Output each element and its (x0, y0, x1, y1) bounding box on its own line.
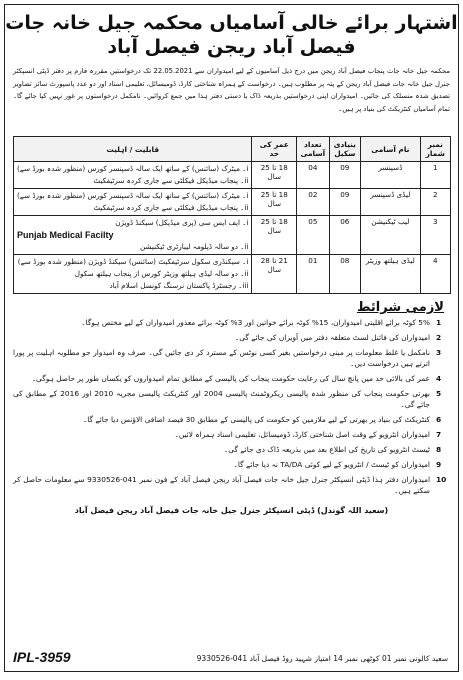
row-serial: 3 (420, 216, 450, 255)
row-post: ڈسپنسر (361, 162, 421, 189)
row-count: 02 (297, 189, 329, 216)
header-scale: بنیادی سکیل (329, 137, 361, 162)
job-advertisement (4, 4, 459, 672)
table-header-row (14, 137, 451, 162)
condition-number: 5 (436, 389, 442, 398)
condition-number: 8 (436, 445, 442, 454)
header-age: عمر کی حد (252, 137, 297, 162)
row-scale: 08 (329, 255, 361, 294)
row-age: 21 تا 28 سال (252, 255, 297, 294)
office-address: سعید کالونی نمبر 01 کوٹھی نمبر 14 امتیاز شہید روڈ فیصل آباد 041-9330526 (196, 654, 448, 663)
condition-item (13, 414, 450, 425)
qualification-line-latin: Punjab Medical Facilty (17, 230, 114, 240)
condition-item (13, 429, 450, 440)
condition-number: 3 (436, 348, 442, 357)
qualification-line: ii۔ دو سالہ لیڈی ہیلتھ وزیٹر کورس از پنجاب ہیلتھ سکول (74, 269, 249, 278)
condition-text: نامکمل یا غلط معلومات پر مبنی درخواستیں بغیر کسی نوٹس کے مسترد کر دی جائیں گی۔ صرف وہ امیدوار جو مطلوبہ اہلیت پر پورا اترتے ہیں درخواست دیں۔ (13, 348, 430, 368)
ad-intro: محکمہ جیل خانہ جات پنجاب فیصل آباد ریجن میں درج ذیل آسامیوں کے لیے امیدواران سے 22.05.2021 تک درخواستیں مقررہ فارم پر دفتر ڈپٹی انسپکٹر جنرل جیل خانہ جات فیصل آباد ریجن کے پتہ پر مطلوب ہیں۔ درخواست کے ہمراہ شناختی کارڈ، ڈومیسائل، تعلیمی اسناد اور دو عدد پاسپورٹ سائز تصاویر تصدیق شدہ منسلک کی جائیں۔ امیدواران اپنی درخواستیں بذریعہ ڈاک یا دستی دفتر ہذا میں جمع کروائیں۔ نامکمل درخواستوں پر غور نہیں کیا جائے گا۔ تمام آسامیاں کنٹریکٹ کی بنیاد پر ہیں۔ (13, 67, 450, 113)
condition-number: 1 (436, 318, 442, 327)
row-serial: 1 (420, 162, 450, 189)
row-post: لیڈی ڈسپنسر (361, 189, 421, 216)
qualification-line: i۔ میٹرک (سائنس) کے ساتھ ایک سالہ ڈسپنسر کورس (منظور شدہ بورڈ سے) (17, 191, 249, 200)
row-age: 18 تا 25 سال (252, 216, 297, 255)
ipl-number: IPL-3959 (13, 649, 71, 665)
condition-item (13, 459, 450, 470)
condition-number: 4 (436, 374, 442, 383)
condition-number: 6 (436, 415, 442, 424)
row-post: لیڈی ہیلتھ وزیٹر (361, 255, 421, 294)
condition-text: کنٹریکٹ کی بنیاد پر بھرتی کے لیے ملازمین کو حکومت کی پالیسی کے مطابق 30 فیصد اضافی الاؤنس دیا جائے گا۔ (82, 415, 430, 424)
qualification-line: i۔ ایف ایس سی (پری میڈیکل) سیکنڈ ڈویژن (115, 218, 249, 227)
condition-text: بھرتی حکومت پنجاب کی منظور شدہ پالیسی ریکروٹمنٹ پالیسی 2004 اور کنٹریکٹ پالیسی مجریہ 2010 اور 2016 کے مطابق کی جائے گی۔ (13, 389, 430, 409)
header-count: تعداد آسامی (297, 137, 329, 162)
condition-text: 5% کوٹہ برائے اقلیتی امیدواران، 15% کوٹہ برائے خواتین اور 3% کوٹہ برائے معذور امیدواران کے لیے مختص ہوگا۔ (81, 318, 430, 327)
condition-item (13, 332, 450, 343)
qualification-line: i۔ سیکنڈری سکول سرٹیفکیٹ (سائنس) سیکنڈ ڈویژن (منظور شدہ بورڈ سے) (17, 257, 249, 266)
header-post: نام آسامی (361, 137, 421, 162)
row-count: 01 (297, 255, 329, 294)
condition-text: امیدواران دفتر ہذا ڈپٹی انسپکٹر جنرل جیل خانہ جات فیصل آباد ریجن فیصل آباد کے فون نمبر 041-9330526 سے معلومات حاصل کر سکتے ہیں۔ (13, 475, 430, 495)
condition-item (13, 347, 450, 369)
row-scale: 06 (329, 216, 361, 255)
condition-item (13, 317, 450, 328)
condition-item (13, 373, 450, 384)
row-age: 18 تا 25 سال (252, 189, 297, 216)
condition-text: امیدواران کو ٹیسٹ / انٹرویو کے لیے کوئی TA/DA نہ دیا جائے گا۔ (233, 460, 430, 469)
condition-text: امیدواران کی فائنل لسٹ متعلقہ دفتر میں آویزاں کی جائے گی۔ (234, 333, 430, 342)
table-row (14, 255, 451, 294)
qualification-line: ii۔ پنجاب میڈیکل فیکلٹی سے جاری کردہ سرٹیفکیٹ (93, 176, 249, 185)
qualification-line: iii۔ رجسٹرڈ پاکستان نرسنگ کونسل اسلام آباد (109, 281, 249, 290)
qualification-line: ii۔ پنجاب میڈیکل فیکلٹی سے جاری کردہ سرٹیفکیٹ (93, 203, 249, 212)
condition-text: ٹیسٹ انٹرویو کی تاریخ کی اطلاع بعد میں بذریعہ ڈاک دی جائے گی۔ (223, 445, 430, 454)
condition-number: 10 (436, 475, 447, 484)
posts-table (13, 136, 451, 294)
row-age: 18 تا 25 سال (252, 162, 297, 189)
conditions-title: لازمی شرائط (356, 300, 444, 315)
condition-text: عمر کی بالائی حد میں پانچ سال کی رعایت حکومت پنجاب کی پالیسی کے مطابق تمام امیدواروں کو یکساں طور پر حاصل ہوگی۔ (31, 374, 430, 383)
condition-number: 2 (436, 333, 442, 342)
table-row (14, 189, 451, 216)
signature-block: (سعید اللہ گوندل) ڈپٹی انسپکٹر جنرل جیل خانہ جات فیصل آباد ریجن فیصل آباد (74, 506, 389, 515)
header-serial: نمبر شمار (420, 137, 450, 162)
row-serial: 4 (420, 255, 450, 294)
row-scale: 09 (329, 189, 361, 216)
qualification-line: i۔ میٹرک (سائنس) کے ساتھ ایک سالہ ڈسپنسر کورس (منظور شدہ بورڈ سے) (17, 164, 249, 173)
condition-text: امیدواران انٹرویو کے وقت اصل شناختی کارڈ، ڈومیسائل، تعلیمی اسناد ہمراہ لائیں۔ (174, 430, 430, 439)
row-count: 04 (297, 162, 329, 189)
row-serial: 2 (420, 189, 450, 216)
row-qualification (14, 189, 252, 216)
table-row (14, 162, 451, 189)
condition-number: 9 (436, 460, 442, 469)
row-count: 05 (297, 216, 329, 255)
row-scale: 09 (329, 162, 361, 189)
row-qualification (14, 162, 252, 189)
ad-title: اشتہار برائے خالی آسامیاں محکمہ جیل خانہ جات فیصل آباد ریجن فیصل آباد (5, 12, 458, 58)
row-qualification (14, 255, 252, 294)
row-post: لیب ٹیکنیشن (361, 216, 421, 255)
table-row (14, 216, 451, 255)
condition-item (13, 474, 450, 496)
condition-item (13, 388, 450, 410)
row-qualification (14, 216, 252, 255)
footer (5, 504, 458, 517)
header-qualification: قابلیت / اہلیت (14, 137, 252, 162)
qualification-line: ii۔ دو سالہ ڈپلومہ لیبارٹری ٹیکنیشن (140, 242, 249, 251)
condition-number: 7 (436, 430, 442, 439)
conditions-list (5, 317, 458, 496)
condition-item (13, 444, 450, 455)
